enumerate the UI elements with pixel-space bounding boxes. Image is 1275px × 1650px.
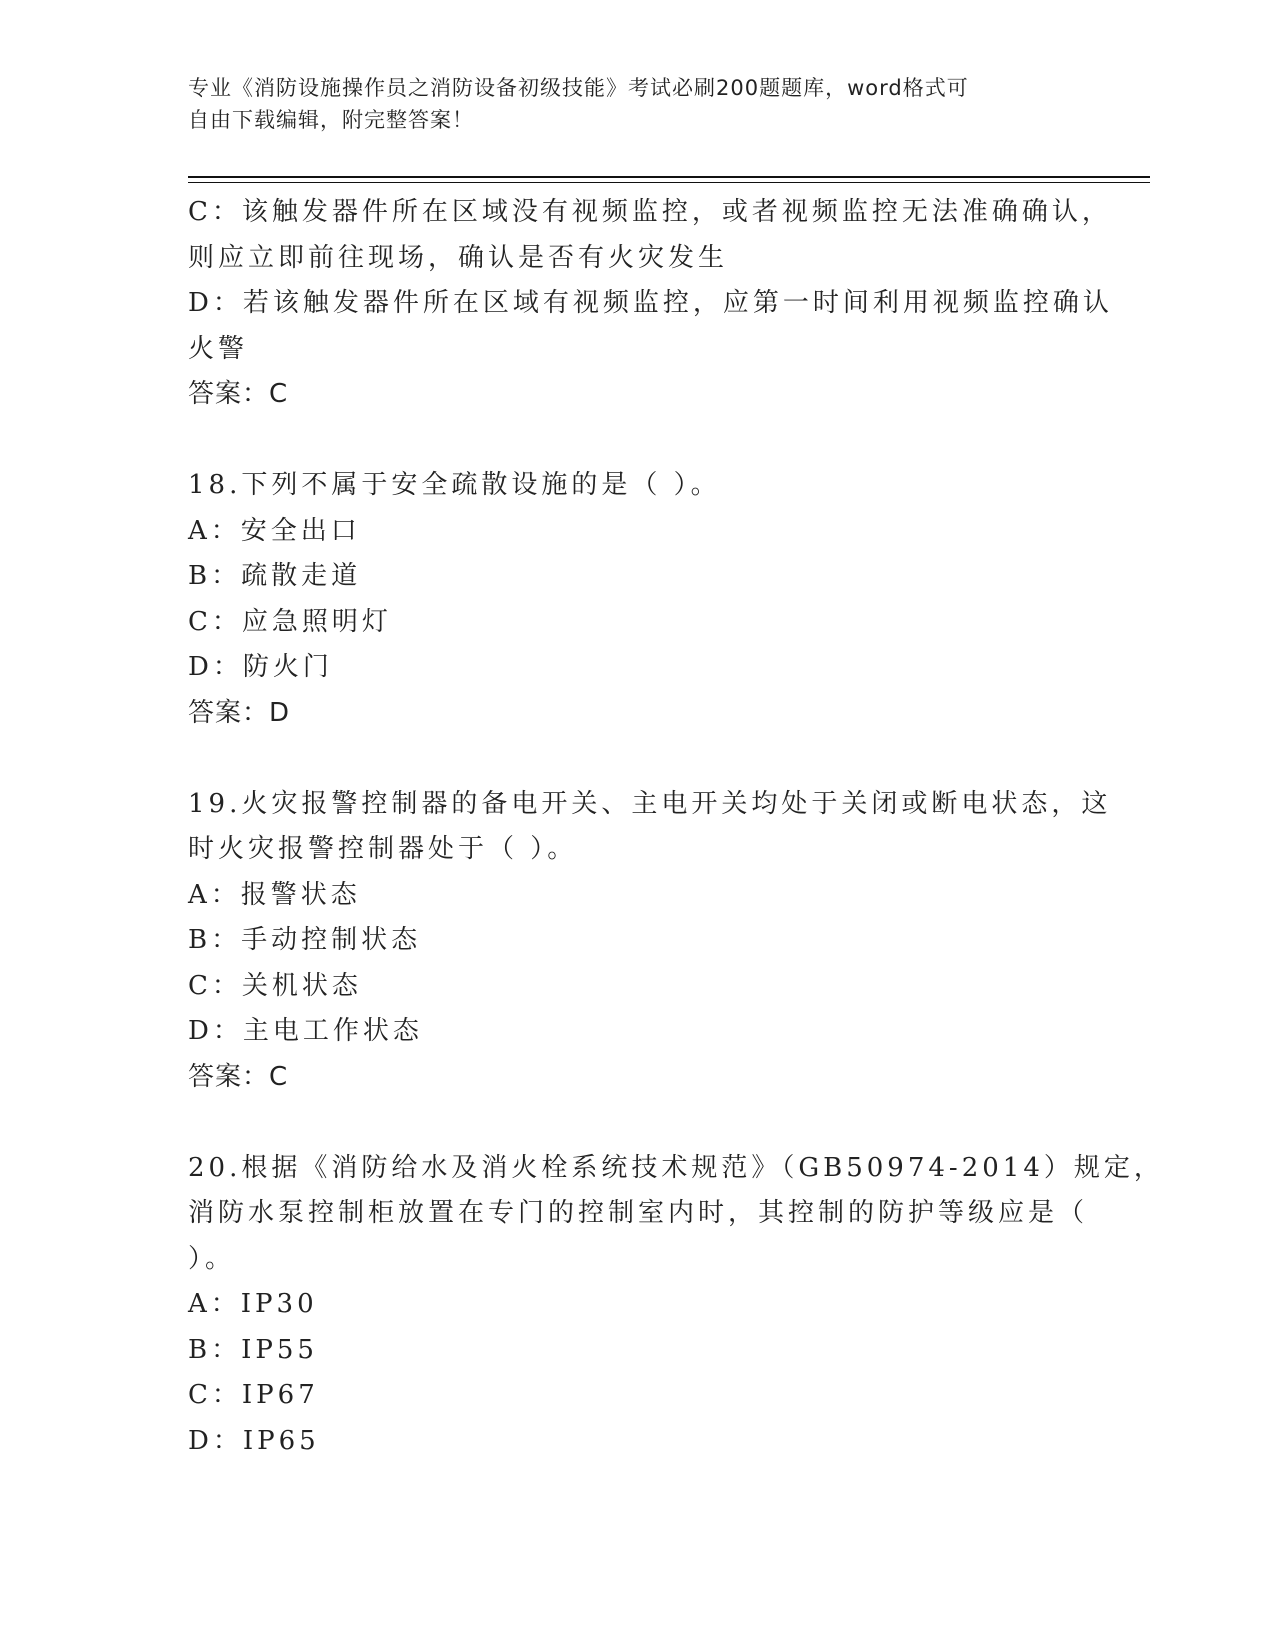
question-19-option-d: D：主电工作状态: [188, 1016, 423, 1046]
question-19-option-a: A：报警状态: [188, 879, 361, 910]
answer-18: 答案：D: [188, 697, 291, 728]
question-20-text-line-1: 20.根据《消防给水及消火栓系统技术规范》（GB50974-2014）规定，: [188, 1152, 1164, 1183]
header-rule-thin: [188, 182, 1150, 183]
question-18-option-c: C：应急照明灯: [188, 606, 392, 637]
option-c-line-1: C：该触发器件所在区域没有视频监控，或者视频监控无法准确确认，: [188, 197, 1112, 227]
question-20-text-line-3: ）。: [188, 1243, 236, 1274]
question-18-option-d: D：防火门: [188, 652, 333, 682]
question-18-option-a: A：安全出口: [188, 515, 361, 546]
answer-19: 答案：C: [188, 1061, 289, 1092]
option-d-line-2: 火警: [188, 333, 249, 364]
header-line-1: 专业《消防设施操作员之消防设备初级技能》考试必刷200题题库，word格式可: [188, 76, 969, 100]
page-header: [188, 72, 1088, 136]
question-19-option-b: B：手动控制状态: [188, 925, 422, 955]
question-19-text-line-1: 19.火灾报警控制器的备电开关、主电开关均处于关闭或断电状态，这: [188, 788, 1112, 819]
header-line-2: 自由下载编辑，附完整答案！: [188, 108, 474, 132]
spacer: [188, 1100, 1078, 1146]
option-c-line-2: 则应立即前往现场，确认是否有火灾发生: [188, 242, 729, 273]
question-20-option-c: C：IP67: [188, 1380, 319, 1410]
answer-17: 答案：C: [188, 379, 289, 409]
question-18-text: 18.下列不属于安全疏散设施的是（ ）。: [188, 470, 721, 500]
question-20-option-b: B：IP55: [188, 1334, 318, 1365]
question-20-option-d: D：IP65: [188, 1425, 320, 1456]
question-20-text-line-2: 消防水泵控制柜放置在专门的控制室内时，其控制的防护等级应是（: [188, 1198, 1089, 1228]
question-18-option-b: B：疏散走道: [188, 561, 362, 591]
option-d-line-1: D：若该触发器件所在区域有视频监控，应第一时间利用视频监控确认: [188, 288, 1113, 318]
spacer: [188, 418, 1078, 464]
question-20-option-a: A：IP30: [188, 1289, 318, 1319]
question-19-option-c: C：关机状态: [188, 970, 362, 1001]
question-body: [188, 190, 1164, 1464]
spacer: [188, 736, 1078, 782]
question-19-text-line-2: 时火灾报警控制器处于（ ）。: [188, 834, 578, 864]
header-rule-thick: [188, 176, 1150, 178]
